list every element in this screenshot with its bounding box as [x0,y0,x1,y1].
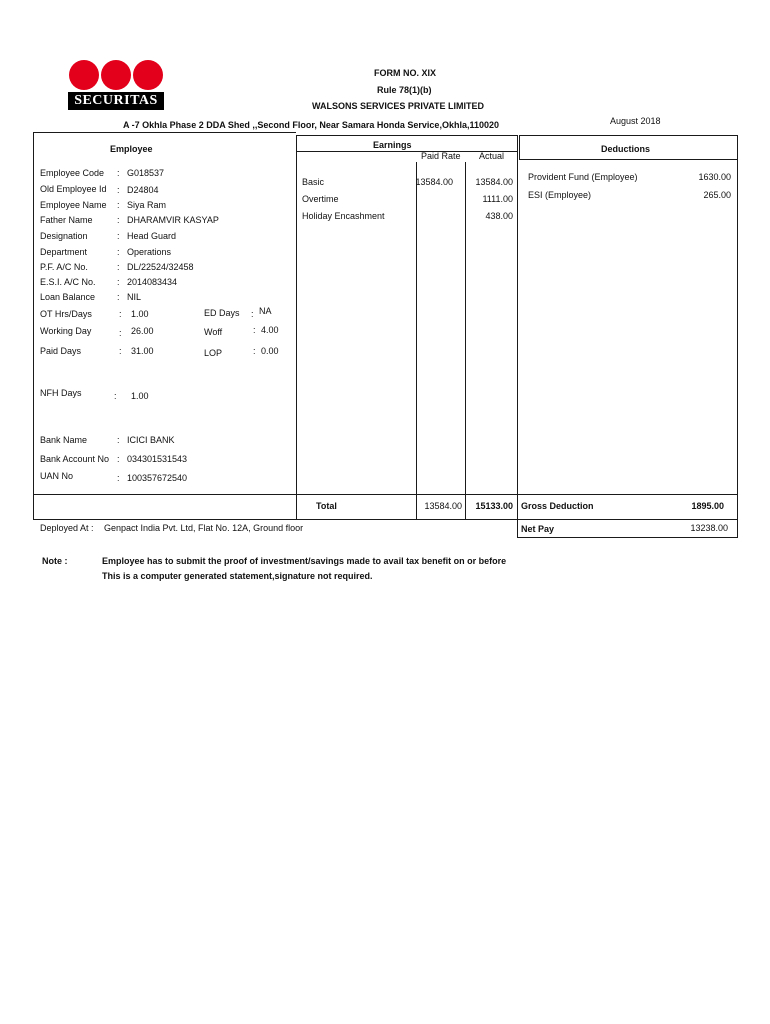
colon: : [117,473,120,483]
earning-name: Overtime [302,194,339,204]
deduction-name: Provident Fund (Employee) [528,172,638,182]
note-line-2: This is a computer generated statement,signature not required. [102,571,373,581]
ed-days-value: NA [259,306,272,316]
company-address: A -7 Okhla Phase 2 DDA Shed ,,Second Floor, Near Samara Honda Service,Okhla,110020 [123,120,499,130]
designation-label: Designation [40,231,88,241]
colon: : [253,346,256,356]
table-right-border [737,135,738,538]
bank-name-value: ICICI BANK [127,435,175,445]
colon: : [117,231,120,241]
lop-value: 0.00 [261,346,279,356]
colon: : [114,391,117,401]
uan-label: UAN No [40,471,74,481]
colon: : [117,200,120,210]
uan-value: 100357672540 [127,473,188,483]
deployed-at-value: Genpact India Pvt. Ltd, Flat No. 12A, Ground floor [104,523,304,533]
earning-actual: 438.00 [485,211,513,221]
rule-reference: Rule 78(1)(b) [377,85,432,95]
table-top-left-border [33,132,296,133]
actual-column-header: Actual [479,151,505,161]
paid-days-value: 31.00 [131,346,154,356]
employee-code-label: Employee Code [40,168,105,178]
colon: : [117,247,120,257]
pf-account-label: P.F. A/C No. [40,262,88,272]
earnings-top-border [296,135,517,136]
net-pay-value: 13238.00 [690,523,728,533]
company-name: WALSONS SERVICES PRIVATE LIMITED [312,101,485,111]
deduction-amount: 265.00 [703,190,731,200]
loan-balance-value: NIL [127,292,142,302]
esi-account-value: 2014083434 [127,277,178,287]
deduction-amount: 1630.00 [698,172,731,182]
earning-paid-rate: 13584.00 [415,177,453,187]
earning-actual: 1111.00 [482,194,513,204]
colon: : [119,328,122,338]
logo-dot [133,60,163,90]
earnings-deductions-divider [517,135,518,538]
colon: : [117,168,120,178]
totals-bottom-border [33,519,738,520]
earning-actual: 13584.00 [475,177,513,187]
father-name-label: Father Name [40,215,93,225]
employee-earnings-divider [296,135,297,520]
logo-dot [69,60,99,90]
working-day-value: 26.00 [131,326,154,336]
colon: : [117,277,120,287]
deductions-header-bottom [519,159,738,160]
pf-account-value: DL/22524/32458 [127,262,194,272]
logo-wordmark: SECURITAS [68,92,164,110]
bank-name-label: Bank Name [40,435,88,445]
earnings-name-rate-divider [416,162,417,520]
earning-name: Holiday Encashment [302,211,385,221]
earnings-column-header: Earnings [373,140,412,150]
paid-days-label: Paid Days [40,346,82,356]
ot-hours-label: OT Hrs/Days [40,309,92,319]
paid-rate-column-header: Paid Rate [421,151,461,161]
ot-hours-value: 1.00 [131,309,149,319]
colon: : [117,185,120,195]
deductions-header-left-border [519,135,520,159]
nfh-days-label: NFH Days [40,388,82,398]
earning-name: Basic [302,177,325,187]
colon: : [119,309,122,319]
colon: : [117,292,120,302]
note-line-1: Employee has to submit the proof of investment/savings made to avail tax benefit on or before [102,556,507,566]
securitas-logo [68,60,164,112]
department-label: Department [40,247,88,257]
logo-dot [101,60,131,90]
employee-name-label: Employee Name [40,200,107,210]
designation-value: Head Guard [127,231,177,241]
net-pay-label: Net Pay [521,524,555,534]
earnings-rate-actual-divider [465,162,466,520]
bank-account-value: 034301531543 [127,454,188,464]
working-day-label: Working Day [40,326,92,336]
colon: : [253,325,256,335]
woff-label: Woff [204,327,223,337]
bank-account-label: Bank Account No [40,454,110,464]
colon: : [117,215,120,225]
gross-deduction-value: 1895.00 [691,501,724,511]
esi-account-label: E.S.I. A/C No. [40,277,96,287]
deduction-name: ESI (Employee) [528,190,592,200]
deployed-at-label: Deployed At : [40,523,94,533]
table-left-border [33,132,34,520]
colon: : [251,309,254,319]
father-name-value: DHARAMVIR KASYAP [127,215,219,225]
logo-dots [68,60,164,90]
employee-code-value: G018537 [127,168,165,178]
gross-deduction-label: Gross Deduction [521,501,594,511]
colon: : [117,435,120,445]
colon: : [117,454,120,464]
employee-column-header: Employee [110,144,153,154]
deductions-column-header: Deductions [601,144,651,154]
lop-label: LOP [204,348,223,358]
net-pay-bottom-border [517,537,738,538]
nfh-days-value: 1.00 [131,391,149,401]
deductions-top-border [519,135,738,136]
department-value: Operations [127,247,172,257]
total-actual: 15133.00 [475,501,513,511]
old-employee-id-label: Old Employee Id [40,184,107,194]
colon: : [117,262,120,272]
pay-month: August 2018 [610,116,661,126]
colon: : [119,346,122,356]
note-label: Note : [42,556,68,566]
old-employee-id-value: D24804 [127,185,159,195]
ed-days-label: ED Days [204,308,240,318]
form-number: FORM NO. XIX [374,68,437,78]
totals-top-border [33,494,738,495]
loan-balance-label: Loan Balance [40,292,96,302]
total-paid-rate: 13584.00 [424,501,462,511]
woff-value: 4.00 [261,325,279,335]
employee-name-value: Siya Ram [127,200,167,210]
total-label: Total [316,501,337,511]
